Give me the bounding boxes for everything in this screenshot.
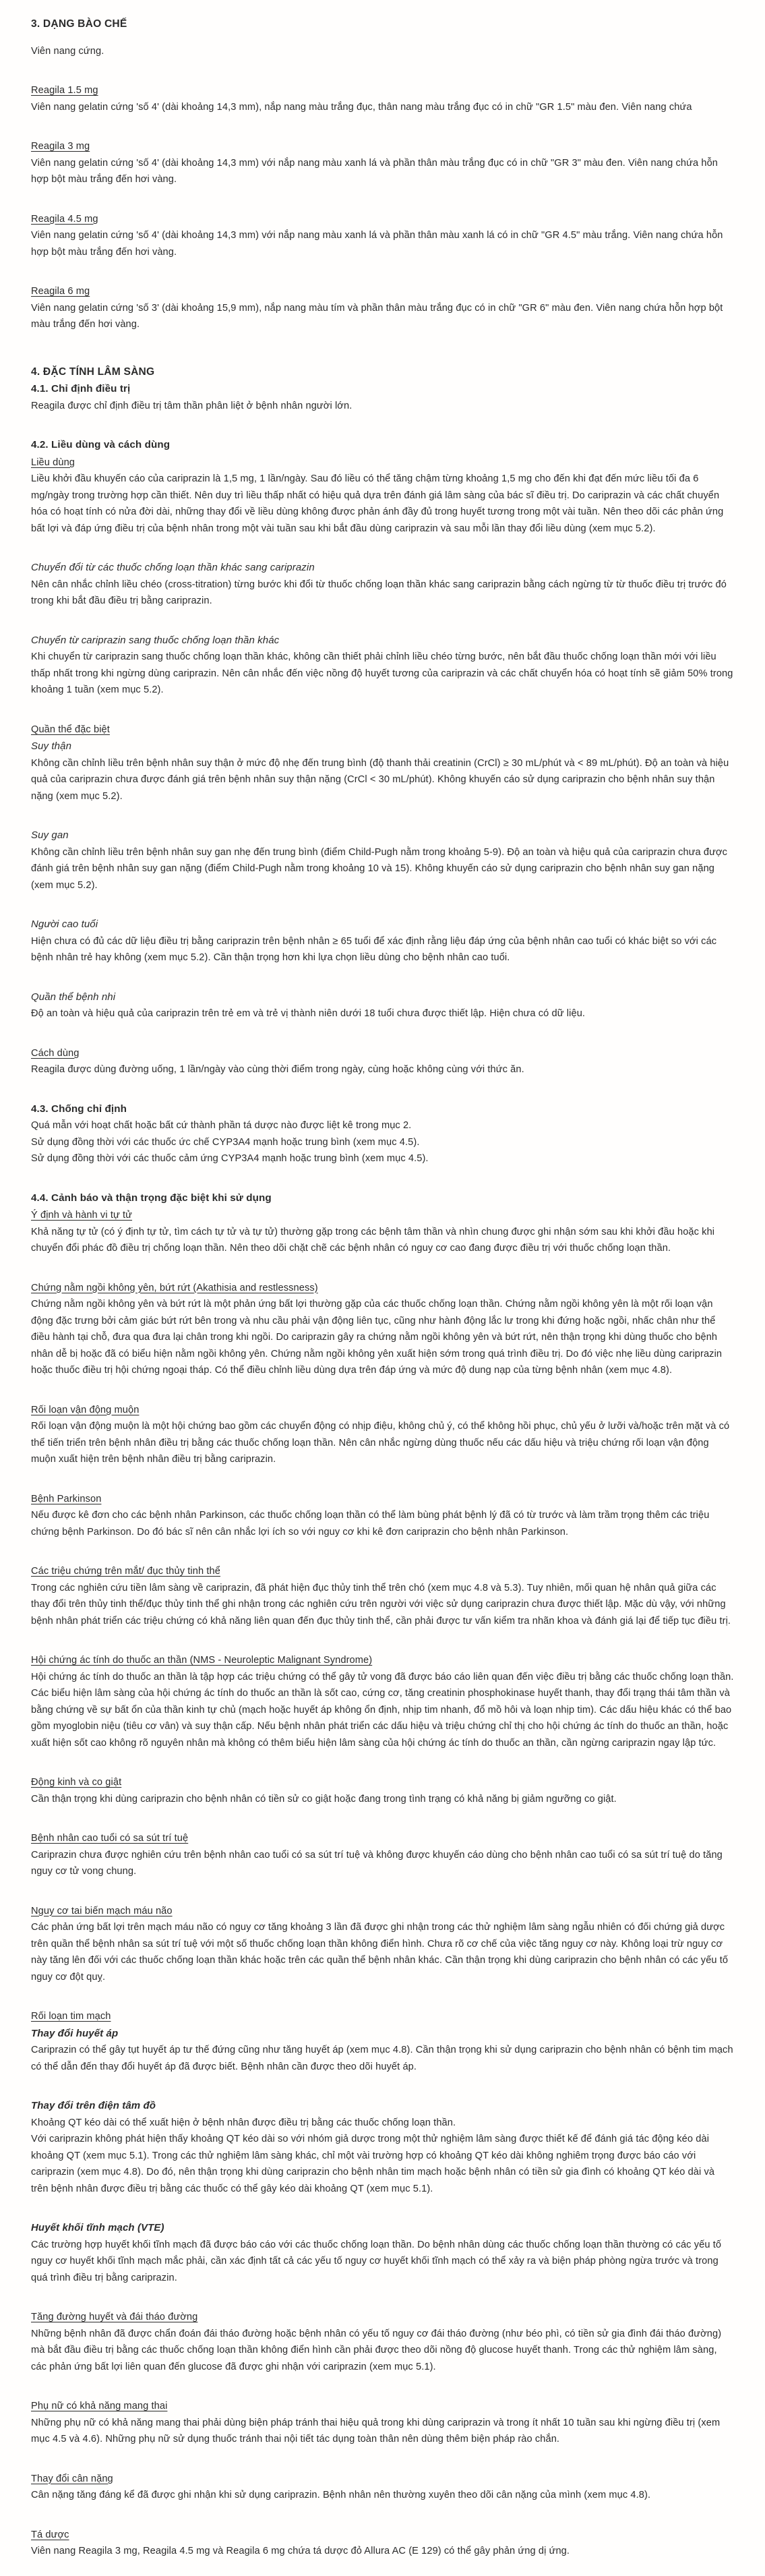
paragraph: Hội chứng ác tính do thuốc an thần là tập hợp các triệu chứng có thể gây tử vong đã được báo cáo liên quan đến việc điều trị bằng các thuốc chống loạn thần. Các biểu hiện lâm sàng của hội chứng ác tính do thuốc an thần là sốt cao, cứng cơ, tăng creatinin phosphokinase huyết thanh, thay đổi trạng thái tâm thần và bằng chứng về sự bất ổn của thần kinh tự chủ (mạch hoặc huyết áp không ổn định, nhịp tim nhanh, đổ mồ hôi và loạn nhịp tim). Các dấu hiệu khác có thể bao gồm myoglobin niệu (tiêu cơ vân) và suy thận cấp. Nếu bệnh nhân phát triển các dấu hiệu và triệu chứng chỉ thị cho hội chứng ác tính do thuốc an thần, hoặc xuất hiện sốt cao không rõ nguyên nhân mà không có thêm biểu hiện lâm sàng của hội chứng ác tính do thuốc an thần, cần ngừng cariprazin ngay lập tức. [31,1671,734,1749]
underlined-heading: Hội chứng ác tính do thuốc an thần (NMS - Neuroleptic Malignant Syndrome) [31,1655,373,1666]
paragraph: Cariprazin có thể gây tụt huyết áp tư thế đứng cũng như tăng huyết áp (xem mục 4.8). Cần thận trọng khi sử dụng cariprazin cho bệnh nhân có bệnh tim mạch có thể dẫn đến thay đổi huyết áp đã được biết. Bệnh nhân cần được theo dõi huyết áp. [31,2045,733,2072]
underlined-heading: Cách dùng [31,1047,80,1059]
paragraph: Độ an toàn và hiệu quả của cariprazin trên trẻ em và trẻ vị thành niên dưới 18 tuổi chưa được thiết lập. Hiện chưa có dữ liệu. [31,1008,586,1019]
paragraph: Không cần chỉnh liều trên bệnh nhân suy gan nhẹ đến trung bình (điểm Child-Pugh nằm trong khoảng 5-9). Độ an toàn và hiệu quả của cariprazin chưa được đánh giá trên bệnh nhân suy gan nặng (điểm Child-Pugh nằm trong khoảng 10 và 15). Không khuyến cáo sử dụng cariprazin cho bệnh nhân suy gan nặng (xem mục 5.2). [31,846,728,891]
paragraph: Nên cân nhắc chỉnh liều chéo (cross-titration) từng bước khi đổi từ thuốc chống loạn thần khác sang cariprazin bằng cách ngừng từ từ thuốc điều trị trước đó trong khi bắt đầu điều trị bằng cariprazin. [31,579,727,606]
paragraph: Viên nang gelatin cứng 'số 4' (dài khoảng 14,3 mm), nắp nang màu trắng đục, thân nang màu trắng đục có in chữ "GR 1.5" màu đen. Viên nang chứa [31,101,692,113]
paragraph: Reagila được chỉ định điều trị tâm thần phân liệt ở bệnh nhân người lớn. [31,400,353,411]
bold-italic-heading: Thay đổi trên điện tâm đồ [31,2100,156,2111]
underlined-heading: Reagila 3 mg [31,141,90,152]
paragraph: Viên nang gelatin cứng 'số 4' (dài khoảng 14,3 mm) với nắp nang màu xanh lá và phần thân màu xanh lá có in chữ "GR 4.5" màu trắng. Viên nang chứa hỗn hợp bột màu trắng đến hơi vàng. [31,230,723,258]
paragraph: Khi chuyển từ cariprazin sang thuốc chống loạn thần khác, không cần thiết phải chỉnh liều chéo từng bước, nên bắt đầu thuốc chống loạn thần mới với liều thấp nhất trong khi ngừng dùng cariprazin. Nên cân nhắc đến việc nồng độ huyết tương của cariprazin và các chất chuyển hóa có hoạt tính sẽ giảm 50% trong khoảng 1 tuần (xem mục 5.2). [31,651,733,695]
underlined-heading: Reagila 6 mg [31,286,90,297]
italic-heading: Chuyển đổi từ các thuốc chống loạn thần khác sang cariprazin [31,562,315,573]
italic-heading: Suy thận [31,740,72,752]
bold-italic-heading: Thay đổi huyết áp [31,2027,119,2039]
underlined-heading: Tăng đường huyết và đái tháo đường [31,2312,198,2322]
paragraph: Các phản ứng bất lợi trên mạch máu não có nguy cơ tăng khoảng 3 lần đã được ghi nhận trong các thử nghiệm lâm sàng ngẫu nhiên có đối chứng giả dược trên quần thể bệnh nhân sa sút trí tuệ với một số thuốc chống loạn thần không điển hình. Chưa rõ cơ chế của việc tăng nguy cơ này. Không loại trừ nguy cơ này tăng lên đối với các thuốc chống loạn thần khác hoặc trên các quần thể bệnh nhân khác. Cần thận trọng khi dùng cariprazin cho bệnh nhân có các yếu tố nguy cơ đột quỵ. [31,1922,729,1983]
underlined-heading: Reagila 4.5 mg [31,213,98,225]
paragraph: Không cần chỉnh liều trên bệnh nhân suy thận ở mức độ nhẹ đến trung bình (độ thanh thải creatinin (CrCl) ≥ 30 mL/phút và < 89 mL/phút). Độ an toàn và hiệu quả của cariprazin chưa được đánh giá trên bệnh nhân suy thận nặng (CrCl < 30 mL/phút). Không khuyến cáo sử dụng cariprazin cho bệnh nhân suy thận nặng (xem mục 5.2). [31,757,729,802]
document-body [31,16,734,2560]
underlined-heading: Reagila 1.5 mg [31,85,98,96]
paragraph: Trong các nghiên cứu tiền lâm sàng về cariprazin, đã phát hiện đục thủy tinh thể trên chó (xem mục 4.8 và 5.3). Tuy nhiên, mối quan hệ nhân quả giữa các thay đổi trên thủy tinh thể/đục thủy tinh thể ghi nhận trong các nghiên cứu trên người với việc sử dụng cariprazin chưa được thiết lập. Mặc dù vậy, với những bệnh nhân phát triển các triệu chứng có khả năng liên quan đến đục thủy tinh thể, cần phải được tư vấn kiểm tra nhãn khoa và đánh giá lại để tiếp tục điều trị. [31,1582,731,1627]
underlined-heading: Ý định và hành vi tự tử [31,1210,133,1221]
paragraph: Liều khởi đầu khuyến cáo của cariprazin là 1,5 mg, 1 lần/ngày. Sau đó liều có thể tăng chậm từng khoảng 1,5 mg cho đến khi đạt đến mức liều tối đa 6 mg/ngày trong trường hợp cần thiết. Nên duy trì liều thấp nhất có hiệu quả dựa trên đánh giá lâm sàng của bác sĩ điều trị. Do cariprazin và các chất chuyển hóa có hoạt tính có nửa đời dài, những thay đổi về liều dùng không được phản ánh đầy đủ trong huyết tương trong một vài tuần. Nên theo dõi các phản ứng bất lợi và đáp ứng điều trị của bệnh nhân trong một vài tuần sau khi bắt đầu dùng cariprazin và sau mỗi lần thay đổi liều dùng (xem mục 5.2). [31,473,724,534]
underlined-heading: Chứng nằm ngồi không yên, bứt rứt (Akathisia and restlessness) [31,1282,318,1293]
underlined-heading: Tá dược [31,2529,69,2540]
underlined-heading: Quần thể đặc biệt [31,724,110,735]
underlined-heading: Bệnh Parkinson [31,1493,102,1504]
underlined-heading: Rối loạn tim mạch [31,2011,111,2022]
underlined-heading: Rối loạn vận động muộn [31,1404,140,1415]
paragraph: Sử dụng đồng thời với các thuốc ức chế CYP3A4 mạnh hoặc trung bình (xem mục 4.5). [31,1136,420,1148]
subsection-heading: 4.3. Chống chỉ định [31,1103,127,1115]
underlined-heading: Liều dùng [31,457,75,468]
italic-heading: Quần thể bệnh nhi [31,991,116,1003]
paragraph: Viên nang cứng. [31,45,104,57]
paragraph: Những bệnh nhân đã được chẩn đoán đái tháo đường hoặc bệnh nhân có yếu tố nguy cơ đái tháo đường (như béo phì, có tiền sử gia đình đái tháo đường) mà bắt đầu điều trị bằng các thuốc chống loạn thần không điển hình cần phải được theo dõi nồng độ glucose huyết thanh. Trong các thử nghiệm lâm sàng, các phản ứng bất lợi liên quan đến glucose đã được ghi nhận với cariprazin (xem mục 5.1). [31,2328,722,2372]
underlined-heading: Phụ nữ có khả năng mang thai [31,2401,168,2411]
subsection-heading: 4.1. Chỉ định điều trị [31,383,131,394]
paragraph: Hiện chưa có đủ các dữ liệu điều trị bằng cariprazin trên bệnh nhân ≥ 65 tuổi để xác định rằng liệu đáp ứng của bệnh nhân cao tuổi có khác biệt so với các bệnh nhân trẻ hay không (xem mục 5.2). Cần thận trọng hơn khi lựa chọn liều dùng cho bệnh nhân cao tuổi. [31,935,717,963]
paragraph: Với cariprazin không phát hiện thấy khoảng QT kéo dài so với nhóm giả dược trong một thử nghiệm lâm sàng được thiết kế để đánh giá tác động kéo dài khoảng QT (xem mục 5.1). Trong các thử nghiệm lâm sàng khác, chỉ một vài trường hợp có khoảng QT kéo dài không nghiêm trọng được báo cáo với cariprazin (xem mục 4.8). Do đó, nên thận trọng khi dùng cariprazin cho bệnh nhân tim mạch hoặc bệnh nhân có tiền sử gia đình có khoảng QT kéo dài và trên bệnh nhân được điều trị bằng các thuốc có thể gây kéo dài khoảng QT (xem mục 5.1). [31,2134,715,2194]
underlined-heading: Động kinh và co giật [31,1777,122,1788]
paragraph: Viên nang Reagila 3 mg, Reagila 4.5 mg và Reagila 6 mg chứa tá dược đỏ Allura AC (E 129) có thể gây phản ứng dị ứng. [31,2546,570,2556]
section-heading: 4. ĐẶC TÍNH LÂM SÀNG [31,365,155,378]
italic-heading: Chuyển từ cariprazin sang thuốc chống loạn thần khác [31,634,280,646]
italic-heading: Người cao tuổi [31,918,98,930]
underlined-heading: Nguy cơ tai biến mạch máu não [31,1905,173,1916]
underlined-heading: Thay đổi cân nặng [31,2473,113,2484]
paragraph: Cariprazin chưa được nghiên cứu trên bệnh nhân cao tuổi có sa sút trí tuệ và không được khuyến cáo dùng cho bệnh nhân cao tuổi có sa sút trí tuệ do tăng nguy cơ tử vong chung. [31,1849,723,1877]
paragraph: Cần thận trọng khi dùng cariprazin cho bệnh nhân có tiền sử co giật hoặc đang trong tình trạng có khả năng bị giảm ngưỡng co giật. [31,1793,617,1805]
paragraph: Quá mẫn với hoạt chất hoặc bất cứ thành phần tá dược nào được liệt kê trong mục 2. [31,1120,412,1131]
subsection-heading: 4.2. Liều dùng và cách dùng [31,439,171,450]
paragraph: Những phụ nữ có khả năng mang thai phải dùng biện pháp tránh thai hiệu quả trong khi dùng cariprazin và trong ít nhất 10 tuần sau khi ngừng điều trị (xem mục 4.5 và 4.6). Những phụ nữ sử dụng thuốc tránh thai nội tiết tác dụng toàn thân nên dùng thêm biện pháp rào chắn. [31,2417,721,2445]
underlined-heading: Các triệu chứng trên mắt/ đục thủy tinh thể [31,1566,220,1577]
paragraph: Viên nang gelatin cứng 'số 4' (dài khoảng 14,3 mm) với nắp nang màu xanh lá và phần thân màu trắng đục có in chữ "GR 3" màu đen. Viên nang chứa hỗn hợp bột màu trắng đến hơi vàng. [31,157,718,185]
paragraph: Các trường hợp huyết khối tĩnh mạch đã được báo cáo với các thuốc chống loạn thần. Do bệnh nhân dùng các thuốc chống loạn thần thường có các yếu tố nguy cơ huyết khối tĩnh mạch mắc phải, cần xác định tất cả các yếu tố nguy cơ huyết khối tĩnh mạch có thể xảy ra và biện pháp phòng ngừa trước và trong quá trình điều trị bằng cariprazin. [31,2239,722,2283]
paragraph: Reagila được dùng đường uống, 1 lần/ngày vào cùng thời điểm trong ngày, cùng hoặc không cùng với thức ăn. [31,1064,524,1075]
paragraph: Khoảng QT kéo dài có thể xuất hiện ở bệnh nhân được điều trị bằng các thuốc chống loạn thần. [31,2117,456,2128]
section-heading: 3. DẠNG BÀO CHẾ [31,18,127,30]
bold-italic-heading: Huyết khối tĩnh mạch (VTE) [31,2222,164,2233]
paragraph: Viên nang gelatin cứng 'số 3' (dài khoảng 15,9 mm), nắp nang màu tím và phần thân màu trắng đục có in chữ "GR 6" màu đen. Viên nang chứa hỗn hợp bột màu trắng đến hơi vàng. [31,302,723,330]
paragraph: Khả năng tự tử (có ý định tự tử, tìm cách tự tử và tự tử) thường gặp trong các bệnh tâm thần và nhìn chung được ghi nhận sớm sau khi khởi đầu hoặc khi chuyển đổi phác đồ điều trị chống loạn thần. Nên theo dõi chặt chẽ các bệnh nhân có nguy cơ cao đang được điều trị với thuốc chống loạn thần. [31,1226,715,1254]
italic-heading: Suy gan [31,829,69,841]
paragraph: Cân nặng tăng đáng kể đã được ghi nhận khi sử dụng cariprazin. Bệnh nhân nên thường xuyên theo dõi cân nặng của mình (xem mục 4.8). [31,2490,651,2500]
paragraph: Nếu được kê đơn cho các bệnh nhân Parkinson, các thuốc chống loạn thần có thể làm bùng phát bệnh lý đã có từ trước và làm trầm trọng thêm các triệu chứng bệnh Parkinson. Do đó bác sĩ nên cân nhắc lợi ích so với nguy cơ khi kê đơn cariprazin cho bệnh nhân Parkinson. [31,1510,710,1538]
paragraph: Sử dụng đồng thời với các thuốc cảm ứng CYP3A4 mạnh hoặc trung bình (xem mục 4.5). [31,1153,429,1164]
underlined-heading: Bệnh nhân cao tuổi có sa sút trí tuệ [31,1833,189,1844]
subsection-heading: 4.4. Cảnh báo và thận trọng đặc biệt khi sử dụng [31,1192,272,1204]
paragraph: Rối loạn vận động muộn là một hội chứng bao gồm các chuyển động có nhịp điệu, không chủ ý, có thể không hồi phục, chủ yếu ở lưỡi và/hoặc trên mặt và có thể tiến triển trên bệnh nhân điều trị bằng các thuốc chống loạn thần. Nên cân nhắc ngừng dùng thuốc nếu các dấu hiệu và triệu chứng rối loạn vận động muộn xuất hiện trên bệnh nhân điều trị bằng cariprazin. [31,1421,730,1465]
paragraph: Chứng nằm ngồi không yên và bứt rứt là một phản ứng bất lợi thường gặp của các thuốc chống loạn thần. Chứng nằm ngồi không yên là một rối loạn vận động đặc trưng bởi cảm giác bứt rứt bên trong và nhu cầu phải vận động liên tục, cũng như hành động lắc lư trong khi đứng hoặc ngồi, nhấc chân như thể điều hành tại chỗ, đưa qua đưa lại chân trong khi ngồi. Do cariprazin gây ra chứng nằm ngồi không yên và bứt rứt, nên thận trọng khi dùng thuốc cho bệnh nhân dễ bị hoặc đã có biểu hiện nằm ngồi không yên. Chứng nằm ngồi không yên xuất hiện sớm trong quá trình điều trị. Do đó việc nhẹ liều dùng cariprazin hoặc thuốc điều trị hội chứng ngoại tháp. Có thể điều chỉnh liều dùng dựa trên đáp ứng và mức độ dung nạp của từng bệnh nhân (xem mục 4.8). [31,1299,723,1376]
